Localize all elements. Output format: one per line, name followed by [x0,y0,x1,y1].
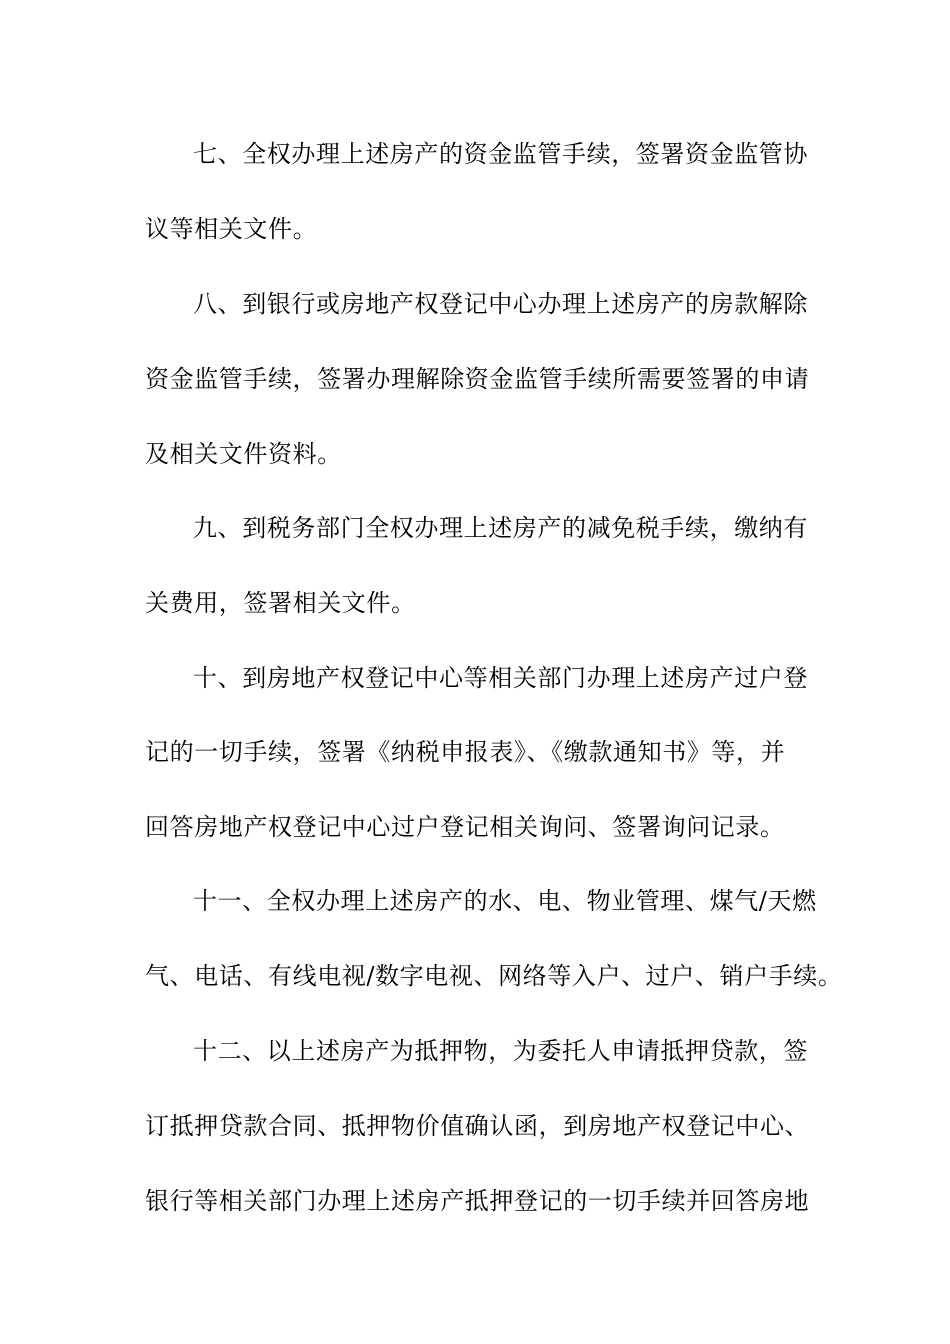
paragraph-9-line-1: 九、到税务部门全权办理上述房产的减免税手续，缴纳有 [193,514,808,542]
paragraph-9-line-2: 关费用，签署相关文件。 [145,589,416,617]
paragraph-10-line-3: 回答房地产权登记中心过户登记相关询问、签署询问记录。 [145,813,785,841]
paragraph-7-line-2: 议等相关文件。 [145,215,318,243]
paragraph-10-line-2: 记的一切手续，签署《纳税申报表》、《缴款通知书》等，并 [145,738,786,766]
paragraph-8-line-3: 及相关文件资料。 [145,440,342,468]
paragraph-7-line-1: 七、全权办理上述房产的资金监管手续，签署资金监管协 [193,140,808,168]
paragraph-8-line-1: 八、到银行或房地产权登记中心办理上述房产的房款解除 [193,290,808,318]
paragraph-11-line-1: 十一、全权办理上述房产的水、电、物业管理、煤气/天燃 [193,887,817,915]
paragraph-10-line-1: 十、到房地产权登记中心等相关部门办理上述房产过户登 [193,664,808,692]
paragraph-12-line-1: 十二、以上述房产为抵押物，为委托人申请抵押贷款，签 [193,1037,808,1065]
paragraph-11-line-2: 气、电话、有线电视/数字电视、网络等入户、过户、销户手续。 [145,962,843,990]
paragraph-12-line-2: 订抵押贷款合同、抵押物价值确认函，到房地产权登记中心、 [145,1112,810,1140]
paragraph-8-line-2: 资金监管手续，签署办理解除资金监管手续所需要签署的申请 [145,365,810,393]
paragraph-12-line-3: 银行等相关部门办理上述房产抵押登记的一切手续并回答房地 [145,1187,810,1215]
